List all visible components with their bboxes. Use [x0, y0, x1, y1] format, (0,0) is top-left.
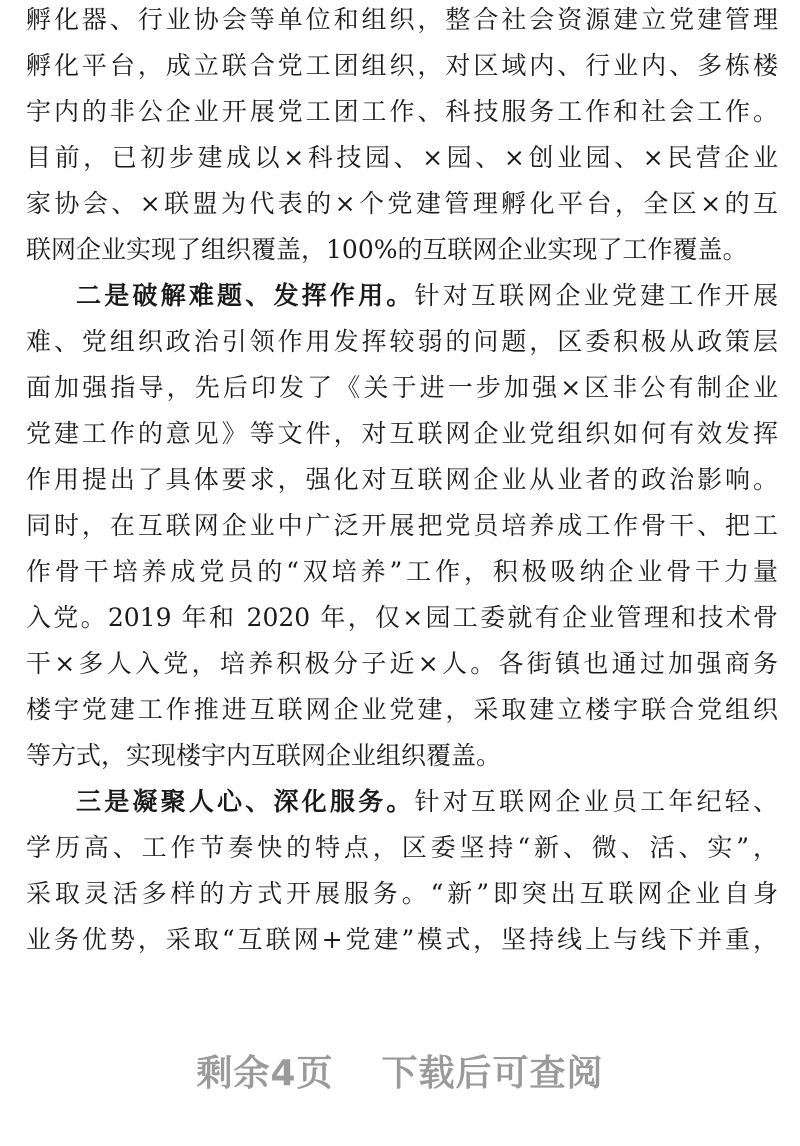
remaining-pages-label: 剩余4页: [196, 1053, 334, 1094]
paragraph-line: 学历高、工作节奏快的特点，区委坚持“新、微、活、实”，: [26, 833, 778, 862]
paragraph-line: 面加强指导，先后印发了《关于进一步加强×区非公有制企业: [26, 373, 778, 402]
paragraph-line: 等方式，实现楼宇内互联网企业组织覆盖。: [26, 741, 502, 770]
paragraph-line: 党建工作的意见》等文件，对互联网企业党组织如何有效发挥: [26, 419, 778, 448]
paragraph-line: 干×多人入党，培养积极分子近×人。各街镇也通过加强商务: [26, 649, 778, 678]
paragraph-line: 联网企业实现了组织覆盖，100%的互联网企业实现了工作覆盖。: [26, 235, 748, 264]
paragraph-line: 同时，在互联网企业中广泛开展把党员培养成工作骨干、把工: [26, 511, 778, 540]
section-heading: 二是破解难题、发挥作用。: [76, 281, 415, 310]
paragraph-line: 难、党组织政治引领作用发挥较弱的问题，区委积极从政策层: [26, 327, 778, 356]
paragraph-line: 入党。2019 年和 2020 年，仅×园工委就有企业管理和技术骨: [26, 603, 778, 632]
section-heading-line: 二是破解难题、发挥作用。针对互联网企业党建工作开展: [76, 281, 778, 310]
section-heading: 三是凝聚人心、深化服务。: [76, 787, 415, 816]
paragraph-line: 采取灵活多样的方式开展服务。“新”即突出互联网企业自身: [26, 879, 778, 908]
paragraph-line: 孵化器、行业协会等单位和组织，整合社会资源建立党建管理: [26, 5, 778, 34]
section-heading-line: 三是凝聚人心、深化服务。针对互联网企业员工年纪轻、: [76, 787, 778, 816]
download-to-view-label: 下载后可查阅: [381, 1053, 604, 1094]
paragraph-line: 家协会、×联盟为代表的×个党建管理孵化平台，全区×的互: [26, 189, 778, 218]
paragraph-line: 目前，已初步建成以×科技园、×园、×创业园、×民营企业: [26, 143, 778, 172]
paragraph-line: 作骨干培养成党员的“双培养”工作，积极吸纳企业骨干力量: [26, 557, 778, 586]
download-notice[interactable]: [0, 1045, 800, 1096]
paragraph-line: 业务优势，采取“互联网+党建”模式，坚持线上与线下并重，: [26, 925, 778, 954]
paragraph-line: 宇内的非公企业开展党工团工作、科技服务工作和社会工作。: [26, 97, 778, 126]
paragraph-line: 孵化平台，成立联合党工团组织，对区域内、行业内、多栋楼: [26, 51, 778, 80]
paragraph-line: 楼宇党建工作推进互联网企业党建，采取建立楼宇联合党组织: [26, 695, 778, 724]
paragraph-line: 作用提出了具体要求，强化对互联网企业从业者的政治影响。: [26, 465, 778, 494]
